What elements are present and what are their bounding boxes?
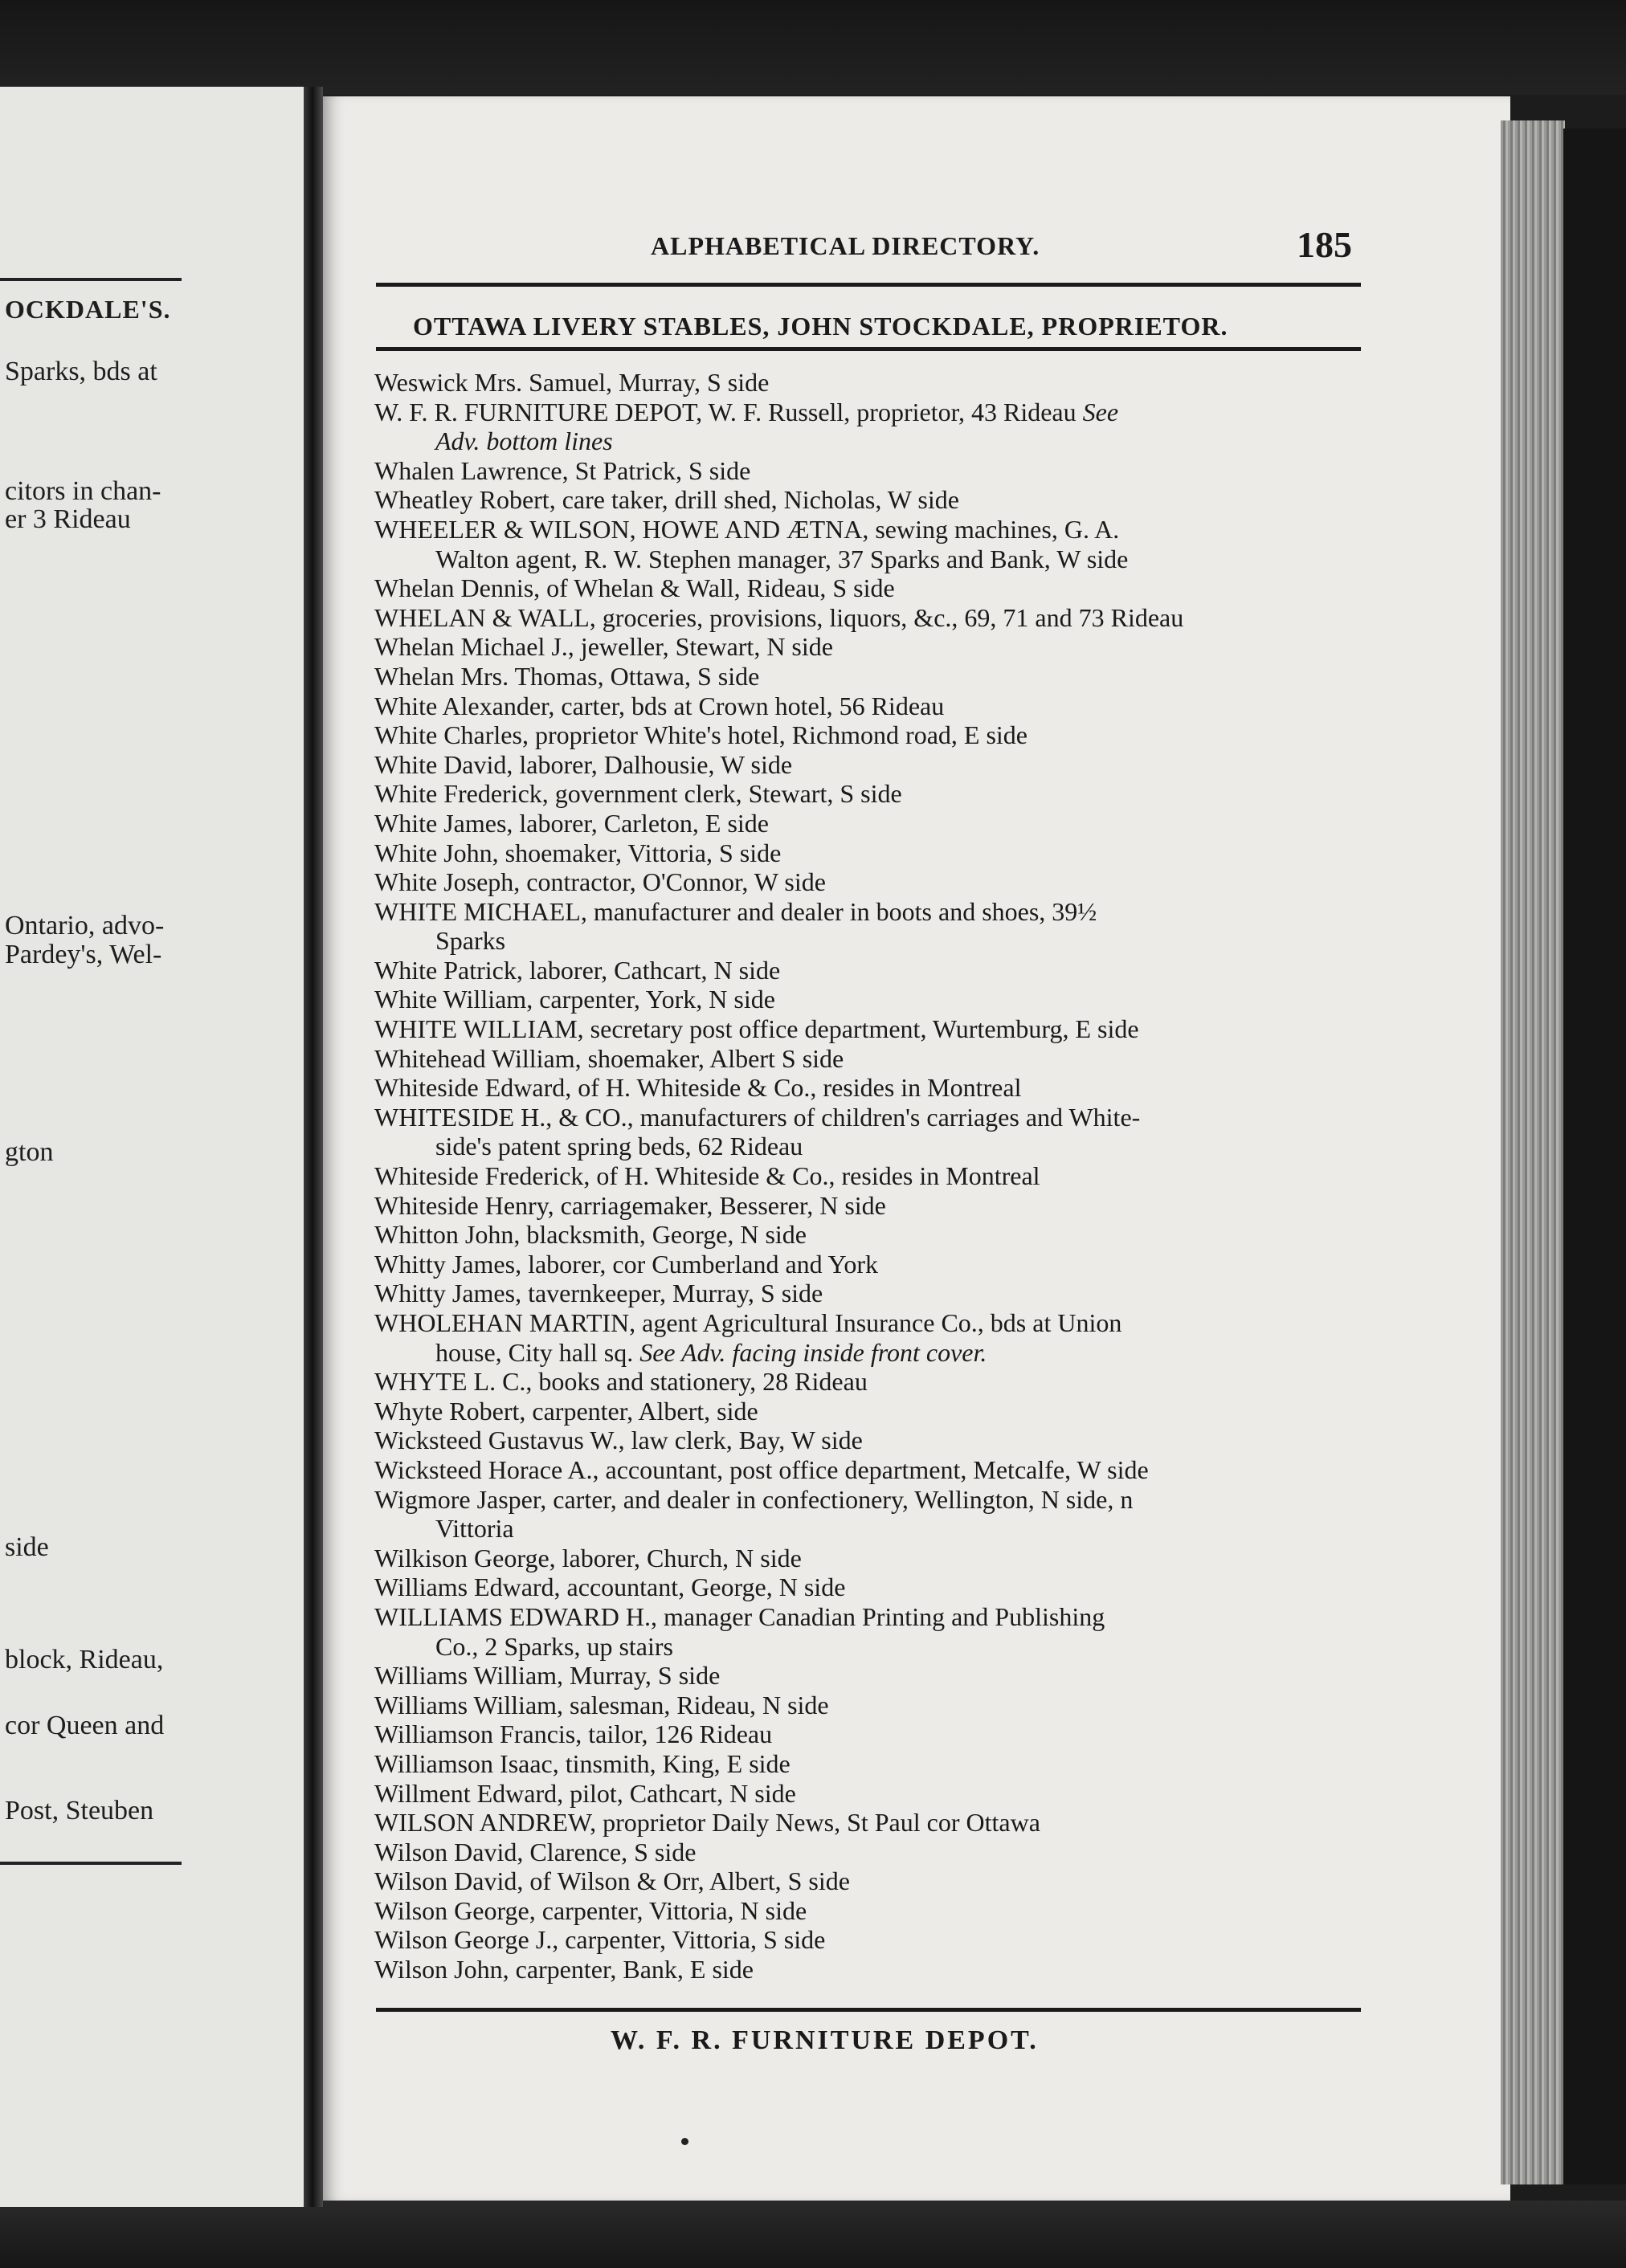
- entry-text: Co., 2 Sparks, up stairs: [435, 1631, 673, 1661]
- directory-entry-line: [374, 1397, 1371, 1426]
- directory-entry-line: [374, 1955, 1371, 1984]
- directory-entry-line: [374, 867, 1371, 897]
- directory-entry-line: [374, 603, 1371, 633]
- advert-top-rule: [376, 347, 1361, 351]
- directory-entry-line: [374, 368, 1371, 398]
- entry-text: Wilson George J., carpenter, Vittoria, S side: [374, 1925, 826, 1955]
- directory-entry-line: [374, 398, 1371, 427]
- entry-text: White William, carpenter, York, N side: [374, 985, 775, 1014]
- directory-entry-line: [374, 1308, 1371, 1338]
- left-fragment: block, Rideau,: [5, 1645, 164, 1674]
- left-fragment: gton: [5, 1137, 54, 1167]
- directory-entry-line: [374, 1014, 1371, 1044]
- directory-entry-line: [374, 1044, 1371, 1074]
- entry-text: Whiteside Frederick, of H. Whiteside & Co., resides in Montreal: [374, 1161, 1040, 1191]
- entry-text: White Charles, proprietor White's hotel, Richmond road, E side: [374, 720, 1027, 750]
- directory-entry-line: [374, 1544, 1371, 1573]
- entry-text: Sparks: [435, 926, 506, 956]
- directory-entry-line: [374, 1838, 1371, 1867]
- entry-text: White Alexander, carter, bds at Crown hotel, 56 Rideau: [374, 691, 945, 720]
- entry-text: Williams William, salesman, Rideau, N side: [374, 1690, 829, 1719]
- entry-text: Wicksteed Gustavus W., law clerk, Bay, W side: [374, 1426, 863, 1455]
- entry-text: Whitton John, blacksmith, George, N side: [374, 1220, 807, 1250]
- entry-text: Whyte Robert, carpenter, Albert, side: [374, 1396, 758, 1426]
- directory-entry-line: [374, 985, 1371, 1014]
- directory-entry-line: [374, 1779, 1371, 1809]
- left-fragment: Pardey's, Wel-: [5, 940, 162, 969]
- directory-entry-line: [374, 750, 1371, 780]
- entry-text: WHITESIDE H., & CO., manufacturers of children's carriages and White-: [374, 1102, 1141, 1132]
- entry-text: WHITE WILLIAM, secretary post office department, Wurtemburg, E side: [374, 1014, 1139, 1044]
- directory-entry-line: [374, 1367, 1371, 1397]
- entry-text: WHITE MICHAEL, manufacturer and dealer in boots and shoes, 39½: [374, 896, 1097, 926]
- book-cover-edge: [1563, 128, 1626, 2184]
- entry-text: Whitehead William, shoemaker, Albert S side: [374, 1043, 844, 1073]
- directory-entry-line: [374, 1250, 1371, 1279]
- entry-text: Whitty James, laborer, cor Cumberland and York: [374, 1249, 879, 1279]
- left-fragment: er 3 Rideau: [5, 504, 131, 534]
- entry-text: Wigmore Jasper, carter, and dealer in confectionery, Wellington, N side, n: [374, 1484, 1134, 1514]
- entry-text: WILLIAMS EDWARD H., manager Canadian Printing and Publishing: [374, 1601, 1105, 1631]
- directory-entry-line: [374, 926, 1371, 956]
- scanner-background-top: [0, 0, 1626, 95]
- left-fragment: citors in chan-: [5, 476, 161, 506]
- left-fragment: Post, Steuben: [5, 1796, 154, 1825]
- directory-entry-line: [374, 956, 1371, 985]
- book-gutter: [304, 87, 323, 2207]
- entry-text: Wilson John, carpenter, Bank, E side: [374, 1955, 754, 1984]
- directory-entry-line: [374, 1132, 1371, 1161]
- entry-text: Whiteside Henry, carriagemaker, Besserer, N side: [374, 1190, 886, 1220]
- entry-text: Williams William, Murray, S side: [374, 1661, 721, 1691]
- directory-entry-line: [374, 691, 1371, 721]
- entry-advert-note: See Adv. facing inside front cover.: [639, 1337, 987, 1367]
- entry-text: Wheatley Robert, care taker, drill shed, Nicholas, W side: [374, 485, 959, 515]
- left-page: [0, 87, 304, 2207]
- entry-advert-note: See: [1082, 397, 1119, 426]
- entry-text: White John, shoemaker, Vittoria, S side: [374, 838, 782, 867]
- scanner-background-bottom: [0, 2201, 1626, 2268]
- directory-entry-line: [374, 632, 1371, 662]
- directory-entry-line: [374, 1191, 1371, 1221]
- directory-entry-line: [374, 1632, 1371, 1662]
- entry-text: Williams Edward, accountant, George, N side: [374, 1573, 846, 1602]
- left-fragment: Ontario, advo-: [5, 911, 165, 940]
- left-page-top-rule: [0, 278, 182, 281]
- entry-text: Walton agent, R. W. Stephen manager, 37 Sparks and Bank, W side: [435, 544, 1129, 573]
- entry-text: Willment Edward, pilot, Cathcart, N side: [374, 1778, 796, 1808]
- entry-text: WHEELER & WILSON, HOWE AND ÆTNA, sewing machines, G. A.: [374, 514, 1120, 544]
- entry-text: WHOLEHAN MARTIN, agent Agricultural Insurance Co., bds at Union: [374, 1308, 1122, 1337]
- entry-text: Williamson Francis, tailor, 126 Rideau: [374, 1719, 773, 1749]
- left-page-running-head: OCKDALE'S.: [5, 295, 171, 324]
- directory-entry-line: [374, 1426, 1371, 1455]
- entry-text: Whelan Dennis, of Whelan & Wall, Rideau, S side: [374, 573, 895, 603]
- directory-entry-line: [374, 1808, 1371, 1838]
- left-fragment: cor Queen and: [5, 1711, 165, 1740]
- left-page-bottom-rule: [0, 1862, 182, 1865]
- directory-entry-line: [374, 573, 1371, 603]
- entry-text: WHYTE L. C., books and stationery, 28 Rideau: [374, 1367, 868, 1397]
- entry-text: White James, laborer, Carleton, E side: [374, 808, 769, 838]
- directory-entry-line: [374, 1161, 1371, 1191]
- entry-text: side's patent spring beds, 62 Rideau: [435, 1132, 803, 1161]
- directory-entry-line: [374, 1925, 1371, 1955]
- directory-entry-line: [374, 897, 1371, 927]
- entry-text: White Frederick, government clerk, Stewart, S side: [374, 779, 902, 809]
- entry-text: Wilson David, Clarence, S side: [374, 1837, 697, 1866]
- directory-entry-line: [374, 1661, 1371, 1691]
- directory-entry-line: [374, 1073, 1371, 1103]
- directory-entry-line: [374, 1455, 1371, 1485]
- advert-banner-bottom: W. F. R. FURNITURE DEPOT.: [611, 2025, 1039, 2055]
- entry-text: Williamson Isaac, tinsmith, King, E side: [374, 1748, 791, 1778]
- directory-entry-line: [374, 1573, 1371, 1602]
- running-head: ALPHABETICAL DIRECTORY.: [651, 231, 1040, 260]
- entry-text: Wilson George, carpenter, Vittoria, N side: [374, 1895, 807, 1925]
- directory-entry-line: [374, 1719, 1371, 1749]
- left-fragment: Sparks, bds at: [5, 357, 157, 386]
- entry-text: Wicksteed Horace A., accountant, post office department, Metcalfe, W side: [374, 1454, 1149, 1484]
- directory-entry-line: [374, 1338, 1371, 1368]
- directory-entry-line: [374, 662, 1371, 691]
- directory-entry-line: [374, 1602, 1371, 1632]
- directory-entry-line: [374, 515, 1371, 545]
- entry-text: WHELAN & WALL, groceries, provisions, liquors, &c., 69, 71 and 73 Rideau: [374, 602, 1184, 632]
- directory-entry-line: [374, 779, 1371, 809]
- entry-text: Wilkison George, laborer, Church, N side: [374, 1543, 802, 1573]
- directory-entry-line: [374, 485, 1371, 515]
- directory-entry-line: [374, 838, 1371, 868]
- directory-entry-line: [374, 1896, 1371, 1926]
- directory-entry-line: [374, 1691, 1371, 1720]
- entry-text: Whiteside Edward, of H. Whiteside & Co., resides in Montreal: [374, 1073, 1022, 1103]
- entry-text: Whelan Michael J., jeweller, Stewart, N side: [374, 632, 833, 662]
- directory-entries: [374, 368, 1371, 1984]
- entry-text: White Patrick, laborer, Cathcart, N side: [374, 955, 781, 985]
- directory-entry-line: [374, 1514, 1371, 1544]
- entry-text: White Joseph, contractor, O'Connor, W side: [374, 867, 826, 897]
- page-edges: [1501, 120, 1565, 2184]
- header-rule: [376, 283, 1361, 287]
- entry-text: White David, laborer, Dalhousie, W side: [374, 749, 793, 779]
- directory-entry-line: [374, 1103, 1371, 1132]
- footer-rule: [376, 2008, 1361, 2012]
- directory-entry-line: [374, 1866, 1371, 1896]
- directory-entry-line: [374, 1749, 1371, 1779]
- entry-text: Wilson David, of Wilson & Orr, Albert, S side: [374, 1866, 850, 1896]
- page-dot: [681, 2138, 688, 2145]
- entry-text: Whelan Mrs. Thomas, Ottawa, S side: [374, 661, 760, 691]
- entry-text: house, City hall sq.: [435, 1337, 634, 1367]
- entry-text: Weswick Mrs. Samuel, Murray, S side: [374, 368, 770, 397]
- directory-entry-line: [374, 545, 1371, 574]
- entry-text: Whitty James, tavernkeeper, Murray, S side: [374, 1279, 823, 1308]
- directory-entry-line: [374, 1279, 1371, 1308]
- entry-text: W. F. R. FURNITURE DEPOT, W. F. Russell, proprietor, 43 Rideau: [374, 397, 1077, 426]
- directory-entry-line: [374, 720, 1371, 750]
- entry-text: Vittoria: [435, 1514, 514, 1544]
- entry-text: Whalen Lawrence, St Patrick, S side: [374, 455, 751, 485]
- page-number: 185: [1297, 224, 1352, 265]
- directory-entry-line: [374, 1220, 1371, 1250]
- left-fragment: side: [5, 1532, 49, 1562]
- entry-text: Adv. bottom lines: [435, 426, 613, 456]
- entry-text: WILSON ANDREW, proprietor Daily News, St Paul cor Ottawa: [374, 1808, 1040, 1838]
- directory-entry-line: [374, 1485, 1371, 1515]
- advert-banner-top: OTTAWA LIVERY STABLES, JOHN STOCKDALE, PROPRIETOR.: [413, 312, 1228, 341]
- directory-entry-line: [374, 426, 1371, 456]
- directory-entry-line: [374, 456, 1371, 486]
- directory-entry-line: [374, 809, 1371, 838]
